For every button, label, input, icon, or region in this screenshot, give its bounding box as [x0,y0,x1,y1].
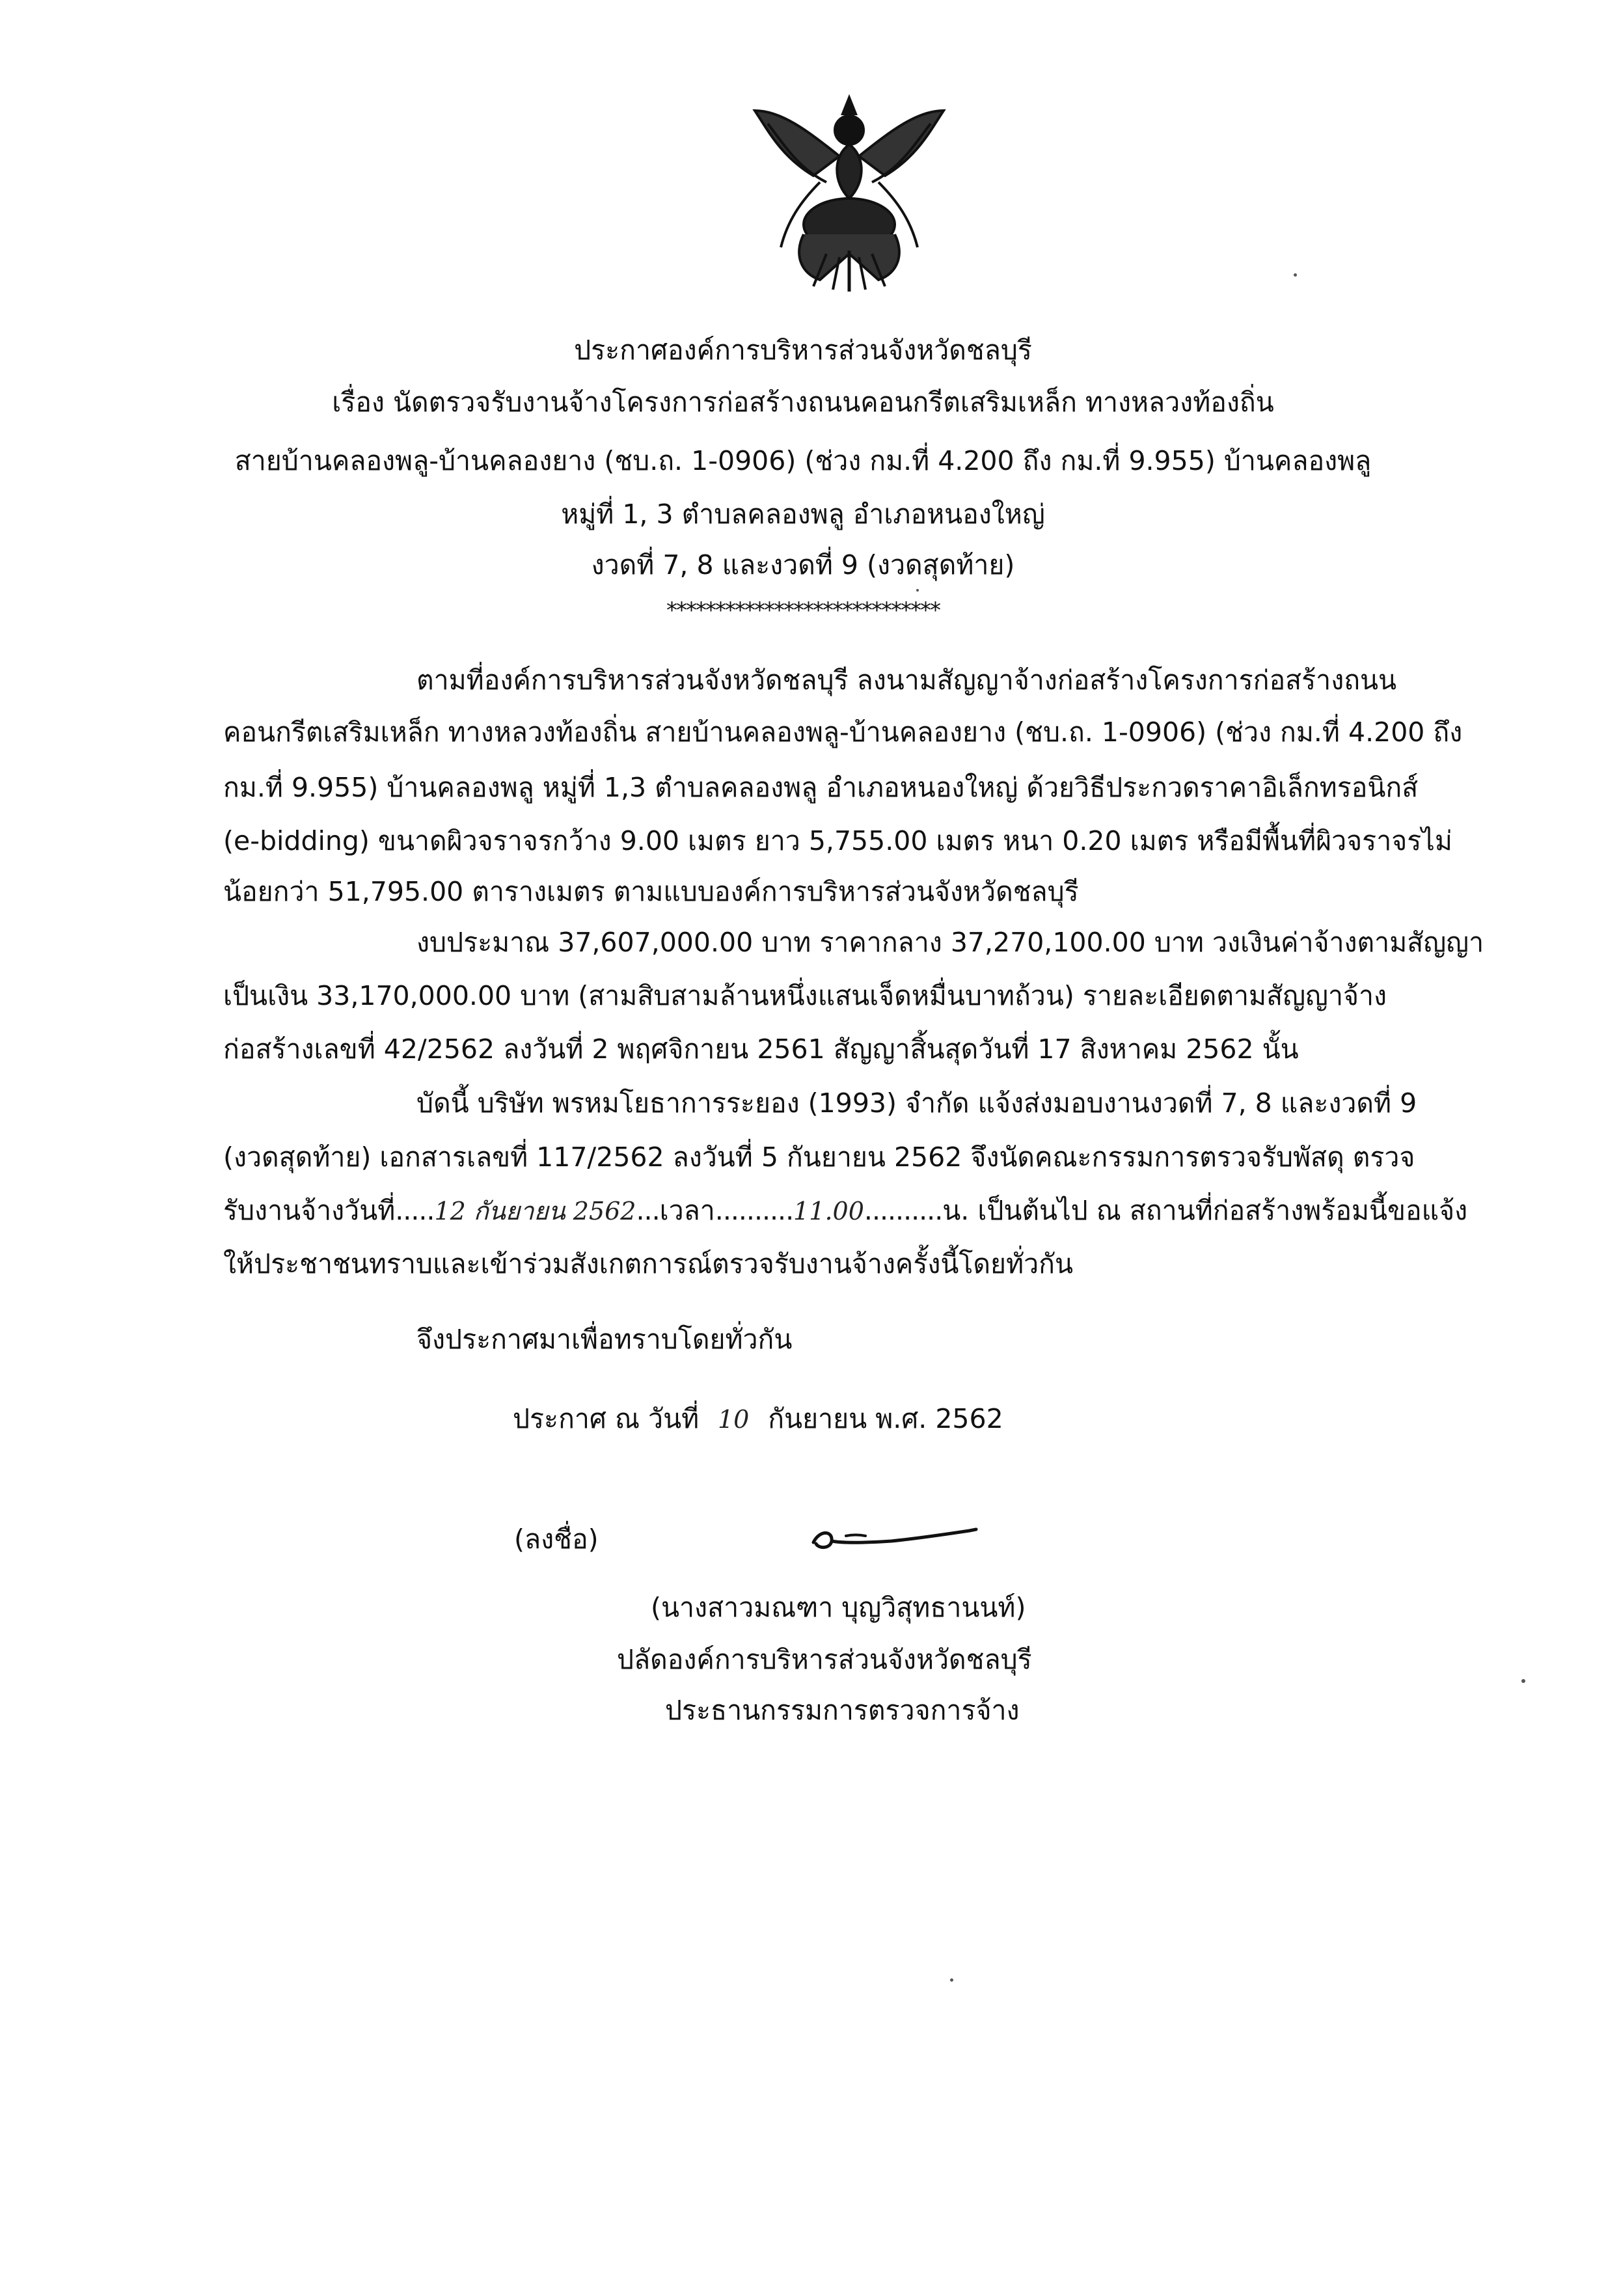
scan-speck [1521,1679,1525,1683]
paragraph-3-line-4: ให้ประชาชนทราบและเข้าร่วมสังเกตการณ์ตรวจรับงานจ้างครั้งนี้โดยทั่วกัน [223,1248,1073,1279]
paragraph-1-line-5: น้อยกว่า 51,795.00 ตารางเมตร ตามแบบองค์การบริหารส่วนจังหวัดชลบุรี [223,876,1079,907]
announcement-month-year: กันยายน พ.ศ. 2562 [768,1403,1003,1434]
garuda-emblem-icon [742,85,957,293]
time-dotted-leader-end: .......... [864,1195,943,1226]
announcement-date-prefix: ประกาศ ณ วันที่ [513,1403,700,1434]
signatory-position: ปลัดองค์การบริหารส่วนจังหวัดชลบุรี [617,1644,1032,1675]
paragraph-1-line-1: ตามที่องค์การบริหารส่วนจังหวัดชลบุรี ลงนามสัญญาจ้างก่อสร้างโครงการก่อสร้างถนน [416,664,1397,696]
paragraph-1-line-2: คอนกรีตเสริมเหล็ก ทางหลวงท้องถิ่น สายบ้านคลองพลู-บ้านคลองยาง (ชบ.ถ. 1-0906) (ช่วง กม.ที่ 4.200 ถึง [223,717,1463,748]
subject-line-2: สายบ้านคลองพลู-บ้านคลองยาง (ชบ.ถ. 1-0906) (ช่วง กม.ที่ 4.200 ถึง กม.ที่ 9.955) บ้านคลองพลู [234,445,1372,476]
signature-label: (ลงชื่อ) [514,1524,599,1555]
subject-line-4: งวดที่ 7, 8 และงวดที่ 9 (งวดสุดท้าย) [591,549,1015,581]
handwritten-inspection-time: 11.00 [793,1197,864,1225]
paragraph-3-line-1: บัดนี้ บริษัท พรหมโยธาการระยอง (1993) จำกัด แจ้งส่งมอบงานงวดที่ 7, 8 และงวดที่ 9 [416,1087,1417,1119]
date-dotted-leader: ..... [395,1195,435,1226]
scan-speck [916,589,919,592]
handwritten-day: 10 [717,1405,750,1434]
paragraph-1-line-4: (e-bidding) ขนาดผิวจราจรกว้าง 9.00 เมตร ยาว 5,755.00 เมตร หนา 0.20 เมตร หรือมีพื้นที่ผิวจราจรไม่ [223,825,1452,856]
paragraph-2-line-2: เป็นเงิน 33,170,000.00 บาท (สามสิบสามล้านหนึ่งแสนเจ็ดหมื่นบาทถ้วน) รายละเอียดตามสัญญาจ้าง [223,980,1387,1011]
subject-line-3: หมู่ที่ 1, 3 ตำบลคลองพลู อำเภอหนองใหญ่ [561,499,1045,530]
inspection-place-text: น. เป็นต้นไป ณ สถานที่ก่อสร้างพร้อมนี้ขอแจ้ง [942,1195,1468,1226]
paragraph-3-line-2: (งวดสุดท้าย) เอกสารเลขที่ 117/2562 ลงวันที่ 5 กันยายน 2562 จึงนัดคณะกรรมการตรวจรับพัสดุ ตรวจ [223,1141,1415,1173]
scan-speck [950,1978,953,1982]
handwritten-inspection-date: 12 กันยายน 2562 [434,1197,636,1225]
inspection-date-label: รับงานจ้างวันที่ [223,1195,396,1226]
handwritten-signature [807,1516,989,1562]
paragraph-2-line-1: งบประมาณ 37,607,000.00 บาท ราคากลาง 37,270,100.00 บาท วงเงินค่าจ้างตามสัญญา [416,927,1484,958]
scan-speck [1294,273,1297,277]
closing-statement: จึงประกาศมาเพื่อทราบโดยทั่วกัน [416,1324,793,1355]
signatory-role: ประธานกรรมการตรวจการจ้าง [665,1695,1020,1726]
signatory-name: (นางสาวมณฑา บุญวิสุทธานนท์) [651,1592,1026,1623]
date-dotted-leader-end: ... [636,1195,660,1226]
time-dotted-leader: .......... [715,1195,794,1226]
inspection-time-label: เวลา [659,1195,715,1226]
paragraph-3-line-3 [223,1191,1467,1231]
header-separator: **************************** [666,597,940,623]
subject-line-1: เรื่อง นัดตรวจรับงานจ้างโครงการก่อสร้างถนนคอนกรีตเสริมเหล็ก ทางหลวงท้องถิ่น [332,387,1274,418]
paragraph-2-line-3: ก่อสร้างเลขที่ 42/2562 ลงวันที่ 2 พฤศจิกายน 2561 สัญญาสิ้นสุดวันที่ 17 สิงหาคม 2562 นั้น [223,1033,1299,1065]
paragraph-1-line-3: กม.ที่ 9.955) บ้านคลองพลู หมู่ที่ 1,3 ตำบลคลองพลู อำเภอหนองใหญ่ ด้วยวิธีประกวดราคาอิเล็กทรอนิกส์ [223,772,1419,803]
announcement-issuer: ประกาศองค์การบริหารส่วนจังหวัดชลบุรี [574,335,1032,366]
announcement-date [513,1399,1003,1439]
